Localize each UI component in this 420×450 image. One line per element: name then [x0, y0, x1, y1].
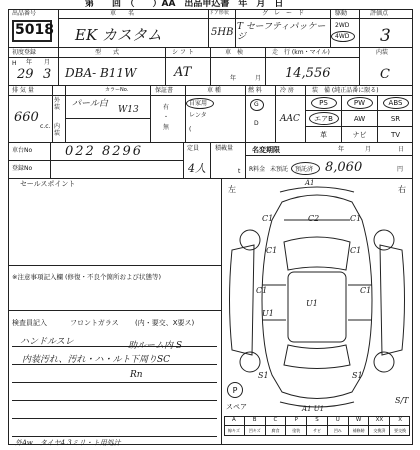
legend-code-a: A — [224, 416, 245, 425]
p-mark: P — [232, 385, 238, 395]
diagram-mark-c1-b: C1 — [350, 214, 362, 223]
interior-value: C — [380, 67, 390, 82]
legend-meaning-a: 線キズ — [224, 426, 245, 436]
equip-ps-circle — [311, 97, 337, 109]
grade-value: T セーフティパッケージ — [237, 22, 326, 42]
diagram-mark-s1-right: S1 — [352, 371, 363, 380]
note-line-2b: 助ルーム内 S — [128, 341, 183, 351]
drive-2wd: 2WD — [335, 22, 350, 29]
diagram-mark-s1-left: S1 — [258, 371, 269, 380]
diagram-mark-c1-e: C1 — [256, 286, 268, 295]
equip-abs-circle — [383, 97, 409, 109]
legend-row — [224, 416, 410, 425]
drive-4wd: 4WD — [335, 33, 350, 40]
legend-code-b: B — [245, 416, 266, 425]
equip-airbag-circle — [309, 112, 339, 125]
legend-code-c: C — [266, 416, 287, 425]
legend-meaning-x: 要交換 — [394, 428, 407, 433]
fuel-label: 燃 料 — [248, 87, 262, 94]
color-no-value: W13 — [118, 105, 139, 115]
transfer-day: 日 — [398, 146, 405, 153]
note-line-4b: Rn — [130, 370, 143, 380]
recycle-unpaid: 未預託 — [270, 166, 289, 173]
diagram-mark-a1-bottom: A1 U1 — [302, 405, 325, 413]
equip-navi: ナビ — [352, 130, 367, 139]
diagram-mark-a1-top: A1 — [305, 179, 315, 187]
drive-label: 駆動 — [335, 10, 348, 17]
legend-meaning-u: 凹み — [328, 426, 349, 436]
legend-meaning-xx: 交換済 — [369, 426, 390, 436]
capacity-label: 定員 — [187, 145, 200, 152]
mileage-value: 14,556 — [285, 66, 331, 81]
note-line-3b: 下周りSC — [130, 355, 171, 365]
usage-rental: レンタ — [189, 112, 207, 119]
car-name-label: 車 名 — [110, 10, 135, 17]
displacement-label: 排 気 量 — [12, 87, 34, 94]
model-label: 型 式 — [95, 49, 120, 56]
legend-meaning-row — [224, 426, 410, 436]
equip-airbag: エアB — [314, 114, 333, 123]
equip-leather: 革 — [320, 130, 327, 139]
equip-ps: PS — [319, 99, 328, 107]
equip-label: 装 備 (純正品番に限る) — [312, 87, 379, 94]
legend-meaning-c: 腐食 — [266, 426, 287, 436]
recycle-label: R料金 — [249, 166, 266, 173]
inspection-label: 車 検 — [225, 49, 244, 56]
warranty-no: 無 — [163, 124, 170, 131]
legend-meaning-w: 補修跡 — [349, 426, 370, 436]
first-reg-year-mark: 年 — [26, 59, 33, 66]
inspector-label: 検査員記入 — [12, 319, 47, 327]
spare-label: スペア — [226, 403, 247, 411]
s-mark: S/T — [395, 396, 409, 405]
inspection-month-mark: 月 — [255, 75, 262, 82]
diagram-mark-c1-a: C1 — [262, 214, 274, 223]
warranty-yes: 有 — [163, 104, 170, 111]
door-value: 5HB — [211, 27, 234, 38]
legend-code-u: U — [328, 416, 349, 425]
warranty-label: 保証書 — [155, 87, 174, 94]
ac-value: AAC — [280, 114, 300, 124]
model-value: DBA- B11W — [65, 66, 137, 80]
sales-point-label: セールスポイント — [20, 180, 76, 188]
usage-private: 自家用 — [189, 100, 208, 107]
usage-paren: ( — [189, 126, 192, 133]
equip-pw: PW — [353, 99, 366, 107]
form-title: 第 回 （ ）AA 出品申込書 年 月 日 — [85, 0, 284, 9]
transfer-year: 年 — [338, 146, 345, 153]
shift-value: AT — [174, 65, 192, 80]
front-glass-value: (内・要交、X要ス) — [135, 319, 195, 327]
note-line-last: 外Aw タイヤ4.3ミリ・ト用処汁 — [15, 439, 121, 447]
warranty-dot: ・ — [163, 114, 170, 121]
first-reg-era: H — [12, 60, 17, 67]
notes-label: ※注意事項記入欄 (修復・不良个箇所および状態等) — [12, 273, 162, 281]
displacement-unit: c.c. — [40, 123, 51, 130]
legend-code-x: X — [398, 417, 403, 423]
equip-sr: SR — [390, 114, 401, 123]
legend-meaning-s: サビ — [307, 426, 328, 436]
note-line-1: ハンドルスレ — [20, 337, 74, 347]
first-reg-month-mark: 月 — [44, 59, 51, 66]
color-no-label: カラーNo. — [105, 87, 129, 93]
displacement-value: 660 — [14, 110, 39, 125]
fuel-g: G — [254, 101, 259, 108]
equip-tv: TV — [390, 130, 401, 139]
chassis-label: 車台No — [12, 147, 33, 154]
interior-label: 内装 — [376, 49, 389, 56]
inspection-year-mark: 年 — [230, 75, 237, 82]
note-line-2: 内装汚れ、汚れ・ハ・ルト — [22, 355, 131, 365]
usage-label: 車 種 — [207, 87, 221, 94]
reg-label: 登録No — [12, 165, 33, 172]
diagram-mark-c1-c: C1 — [266, 246, 278, 255]
load-label: 積載量 — [215, 145, 234, 152]
p-mark-circle — [227, 382, 243, 398]
legend-meaning-b: 凹キズ — [245, 426, 266, 436]
recycle-paid: 預託済 — [295, 166, 314, 173]
door-label: ドア形状 — [209, 10, 229, 16]
interior-color-label: 内装 — [54, 123, 61, 137]
recycle-unit: 円 — [397, 166, 404, 173]
first-reg-label: 初度登録 — [12, 49, 37, 56]
capacity-value: 4人 — [188, 162, 206, 175]
first-reg-year: 29 — [17, 67, 34, 82]
diagram-mark-c2: C2 — [308, 214, 320, 223]
mileage-label: 走 行 (km・マイル) — [272, 49, 330, 56]
load-unit: t — [238, 168, 241, 175]
legend-meaning-p: 塗装 — [286, 426, 307, 436]
exterior-color: パール白 — [72, 99, 108, 109]
exterior-label: 外装 — [54, 97, 61, 111]
shift-label: シ フ ト — [172, 49, 194, 56]
car-name-value: EK カスタム — [75, 26, 162, 44]
chassis-value: 022 8296 — [65, 144, 144, 159]
diagram-right-label: 右 — [398, 185, 406, 194]
ac-label: 冷 房 — [280, 87, 294, 94]
recycle-value: 8,060 — [325, 160, 363, 175]
lot-number: 5018 — [15, 22, 54, 38]
lot-label: 出品番号 — [12, 10, 37, 17]
score-label: 評価点 — [370, 10, 389, 17]
equip-abs: ABS — [388, 99, 403, 107]
legend-code-w: W — [349, 416, 370, 425]
front-glass-label: フロントガラス — [70, 319, 119, 327]
equip-pw-circle — [347, 97, 373, 109]
legend-code-s: S — [307, 416, 328, 425]
diagram-mark-u1-side: U1 — [262, 309, 274, 318]
legend-code-p: P — [286, 416, 307, 425]
transfer-month: 月 — [365, 146, 372, 153]
legend-code-xx: XX — [369, 416, 390, 425]
first-reg-month: 3 — [43, 67, 52, 82]
grade-label: グ レ ー ド — [262, 10, 305, 17]
equip-aw: AW — [353, 114, 366, 123]
score-value: 3 — [380, 26, 391, 46]
fuel-d: D — [254, 120, 259, 127]
diagram-mark-c1-d: C1 — [350, 246, 362, 255]
transfer-label: 名変期限 — [252, 146, 280, 154]
diagram-left-label: 左 — [228, 185, 236, 194]
diagram-mark-c1-f: C1 — [360, 286, 372, 295]
diagram-mark-u1-center: U1 — [306, 299, 318, 308]
